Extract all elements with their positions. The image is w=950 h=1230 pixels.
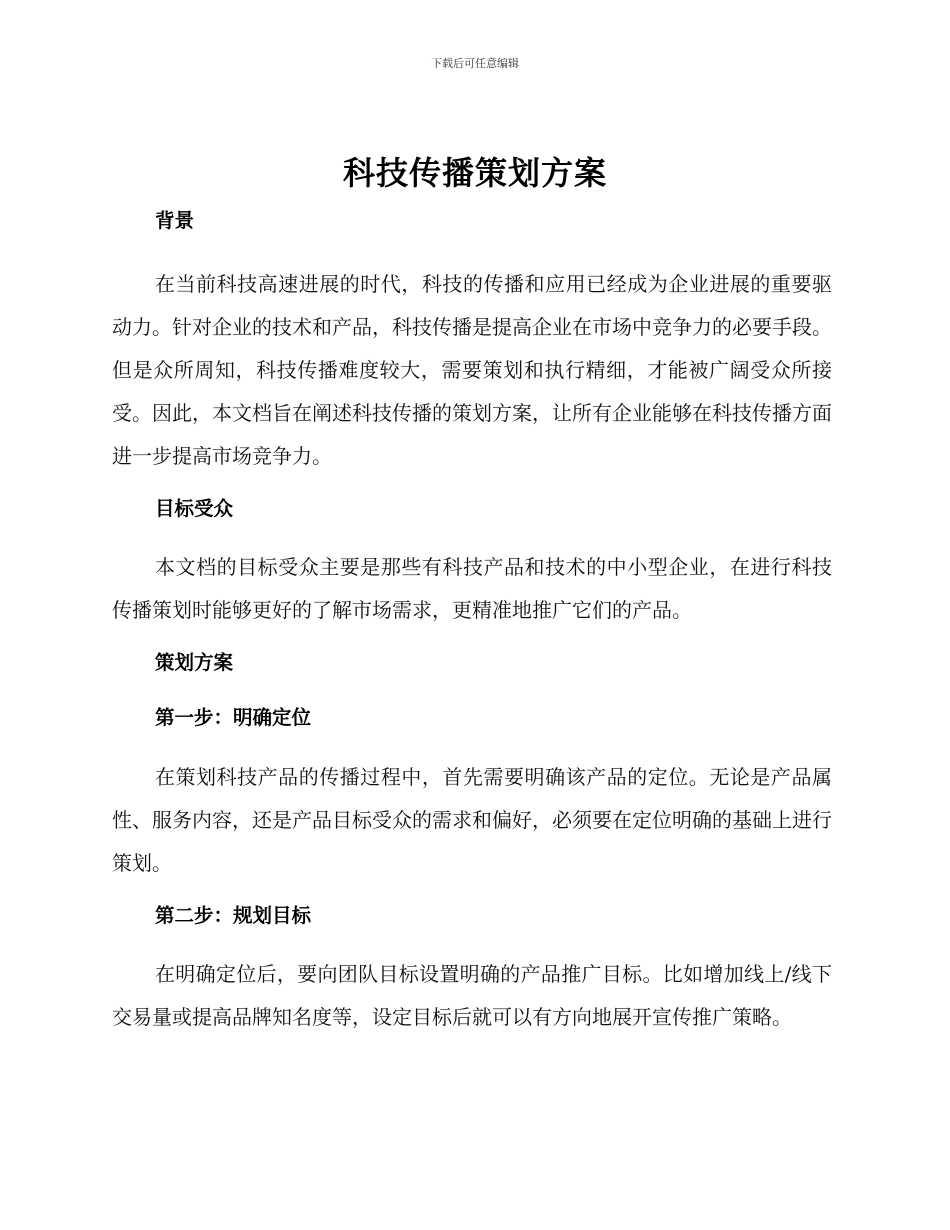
paragraph-background: 在当前科技高速进展的时代，科技的传播和应用已经成为企业进展的重要驱动力。针对企业的技术和产品，科技传播是提高企业在市场中竞争力的必要手段。但是众所周知，科技传播难度较大，需要策划和执行精细，才能被广阔受众所接受。因此，本文档旨在阐述科技传播的策划方案，让所有企业能够在科技传播方面进一步提高市场竞争力。 — [112, 272, 832, 468]
document-body — [112, 206, 832, 1039]
heading-plan: 策划方案 — [155, 651, 234, 674]
header-note: 下载后可任意编辑 — [431, 57, 519, 70]
paragraph-step-two: 在明确定位后，要向团队目标设置明确的产品推广目标。比如增加线上/线下交易量或提高品牌知名度等，设定目标后就可以有方向地展开宣传推广策略。 — [112, 962, 832, 1029]
paragraph-target-audience: 本文档的目标受众主要是那些有科技产品和技术的中小型企业，在进行科技传播策划时能够更好的了解市场需求，更精准地推广它们的产品。 — [112, 555, 832, 622]
heading-step-one: 第一步：明确定位 — [155, 706, 312, 729]
heading-target-audience: 目标受众 — [155, 497, 234, 520]
heading-step-two: 第二步：规划目标 — [155, 904, 312, 927]
document-title: 科技传播策划方案 — [342, 154, 607, 192]
heading-background: 背景 — [155, 209, 195, 232]
paragraph-step-one: 在策划科技产品的传播过程中，首先需要明确该产品的定位。无论是产品属性、服务内容，还是产品目标受众的需求和偏好，必须要在定位明确的基础上进行策划。 — [112, 765, 832, 875]
